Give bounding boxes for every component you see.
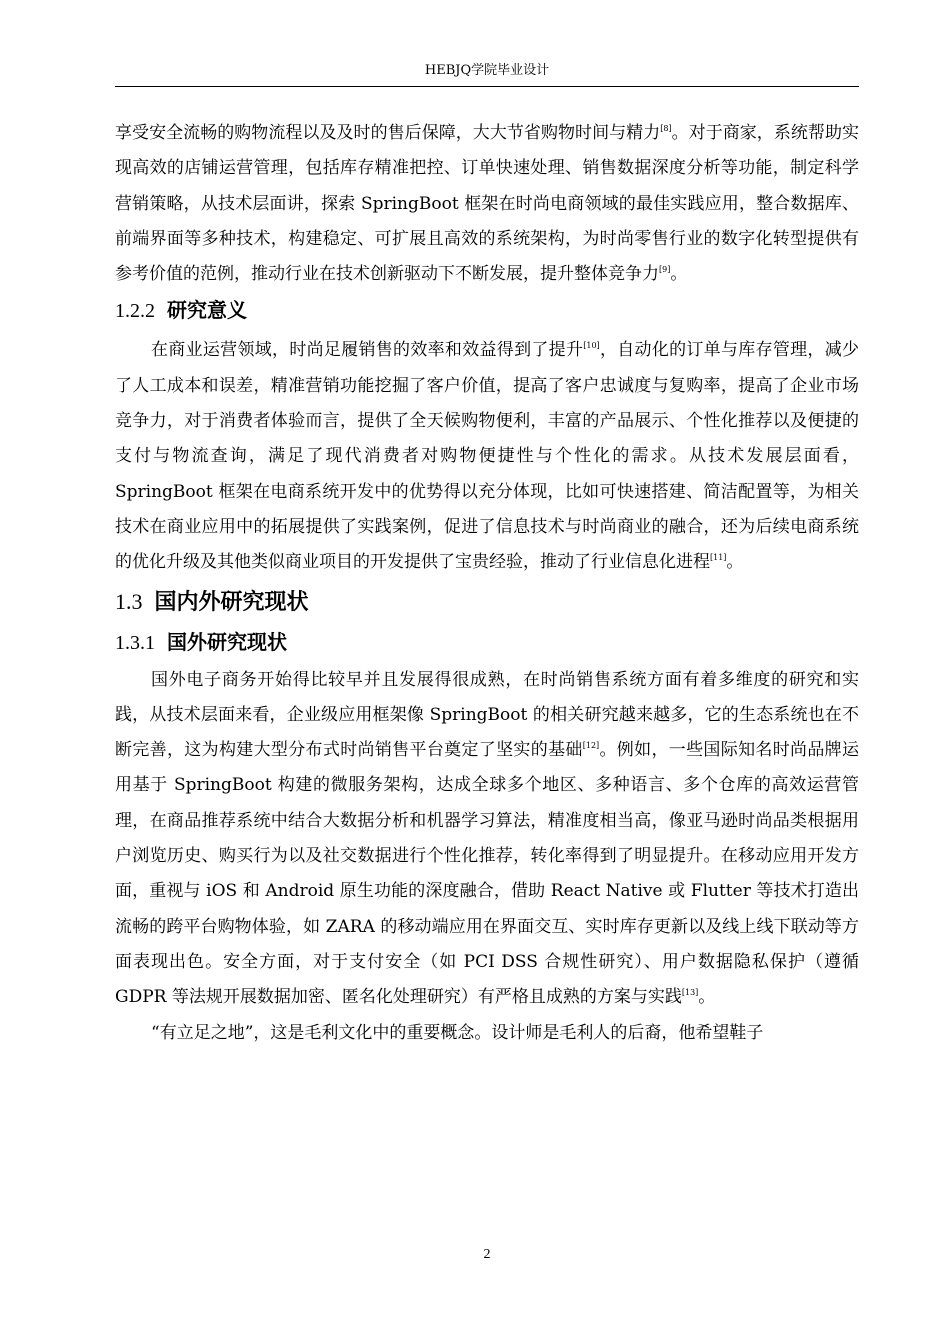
paragraph <box>115 1016 859 1051</box>
paragraph-text: 。 <box>698 987 716 1008</box>
paragraph-text: 享受安全流畅的购物流程以及及时的售后保障，大大节省购物时间与精力 <box>115 123 661 143</box>
paragraph-text: ，自动化的订单与库存管理，减少了人工成本和误差，精准营销功能挖掘了客户价值，提高了客户忠诚度与复购率，提高了企业市场竞争力，对于消费者体验而言，提供了全天候购物便利，丰富的产品展示、个性化推荐以及便捷的支付与物流查询，满足了现代消费者对购物便捷性与个性化的需求。从技术发展层面看，SpringBoot 框架在电商系统开发中的优势得以充分体现，比如可快速搭建、简洁配置等，为相关技术在商业应用中的拓展提供了实践案例，促进了信息技术与时尚商业的融合，还为后续电商系统的优化升级及其他类似商业项目的开发提供了宝贵经验，推动了行业信息化进程 <box>115 340 860 573</box>
section-number: 1.2.2 <box>115 300 155 323</box>
paragraph-text: “有立足之地”，这是毛利文化中的重要概念。设计师是毛利人的后裔，他希望鞋子 <box>151 1022 764 1043</box>
paragraph-text: 。例如，一些国际知名时尚品牌运用基于 SpringBoot 构建的微服务架构，达成全球多个地区、多种语言、多个仓库的高效运营管理，在商品推荐系统中结合大数据分析和机器学习算法，精准度相当高，像亚马逊时尚品类根据用户浏览历史、购买行为以及社交数据进行个性化推荐，转化率得到了明显提升。在移动应用开发方面，重视与 iOS 和 Android 原生功能的深度融合，借助 React Native 或 Flutter 等技术打造出流畅的跨平台购物体验，如 ZARA 的移动端应用在界面交互、实时库存更新以及线上线下联动等方面表现出色。安全方面，对于支付安全（如 PCI DSS 合规性研究）、用户数据隐私保护（遵循 GDPR 等法规开展数据加密、匿名化处理研究）有严格且成熟的方案与实践 <box>115 740 860 1008</box>
page-header: HEBJQ学院毕业设计 <box>424 63 550 78</box>
section-heading-1-3-1 <box>115 630 859 655</box>
section-heading-1-2-2 <box>115 298 859 323</box>
citation: [8] <box>660 124 672 133</box>
paragraph-text: 。 <box>670 264 688 285</box>
page-body <box>115 116 859 1051</box>
citation: [9] <box>659 265 671 275</box>
section-number: 1.3 <box>115 588 143 614</box>
citation: [12] <box>582 741 600 751</box>
page-number: 2 <box>483 1247 491 1262</box>
section-title: 国内外研究现状 <box>154 589 309 615</box>
header-divider <box>115 86 859 87</box>
section-heading-1-3 <box>115 589 859 616</box>
paragraph-text: 。对于商家，系统帮助实现高效的店铺运营管理，包括库存精准把控、订单快速处理、销售数据深度分析等功能，制定科学营销策略，从技术层面讲，探索 SpringBoot 框架在时尚电商领域的最佳实践应用，整合数据库、前端界面等多种技术，构建稳定、可扩展且高效的系统架构，为时尚零售行业的数字化转型提供有参考价值的范例，推动行业在技术创新驱动下不断发展，提升整体竞争力 <box>115 123 860 285</box>
section-title: 国外研究现状 <box>167 629 287 654</box>
citation: [10] <box>583 341 600 351</box>
citation: [11] <box>710 553 727 563</box>
paragraph <box>115 333 859 580</box>
paragraph-text: 在商业运营领域，时尚足履销售的效率和效益得到了提升 <box>151 340 584 361</box>
paragraph-text: 国外电子商务开始得比较早并且发展得很成熟，在时尚销售系统方面有着多维度的研究和实践，从技术层面来看，企业级应用框架像 SpringBoot 的相关研究越来越多，它的生态系统也在不断完善，这为构建大型分布式时尚销售平台奠定了坚实的基础 <box>115 669 859 761</box>
section-title: 研究意义 <box>167 298 247 323</box>
paragraph-text: 。 <box>726 552 744 573</box>
paragraph-continued <box>115 116 859 292</box>
section-number: 1.3.1 <box>115 631 155 654</box>
paragraph <box>115 663 859 1016</box>
citation: [13] <box>681 988 699 998</box>
